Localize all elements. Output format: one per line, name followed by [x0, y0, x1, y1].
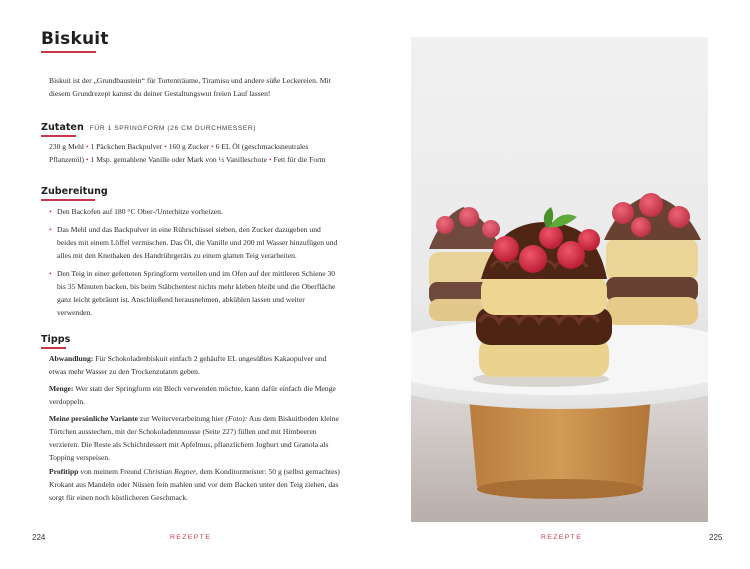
ingredient-item: 160 g Zucker [168, 142, 210, 151]
ingredients-underline [41, 135, 76, 137]
list-item: • Das Mehl und das Backpulver in eine Rührschüssel sieben, den Zucker dazugeben und beides mit einem Löffel vermischen. Das Öl, die Vanille und 200 ml Wasser hinzufügen und alles mit den Knethaken des Handrührgeräts zu einem glatten Teig verarbeiten. [49, 225, 338, 260]
tip-label: Menge: [49, 384, 74, 393]
tip-text: Für Schokoladenbiskuit einfach 2 gehäufte EL ungesüßtes Kakaopulver und etwas mehr Wasser zu den Trockenzutaten geben. [49, 354, 327, 376]
tip-personal [49, 412, 341, 464]
tip-pro [49, 465, 341, 504]
recipe-intro: Biskuit ist der „Grundbaustein“ für Tortenträume, Tiramisu und andere süße Leckereien. Mit diesem Grundrezept kannst du deiner Gestaltungswut freien Lauf lassen! [49, 76, 331, 98]
page-number-right: 225 [709, 533, 723, 542]
tips-underline [41, 347, 66, 349]
tip-text-before: zur Weiterverarbeitung hier [139, 414, 224, 423]
ingredient-item: 1 Msp. gemahlene Vanille oder Mark von ½ Vanilleschote [90, 155, 267, 164]
list-item: • Den Backofen auf 180 °C Ober-/Unterhitze vorheizen. [49, 207, 223, 216]
tip-emphasis: (Foto): [225, 414, 248, 423]
dessert-illustration [411, 37, 708, 522]
tip-emphasis: Christian Regner [143, 467, 196, 476]
ingredient-item: Fett für die Form [273, 155, 326, 164]
preparation-steps [49, 205, 341, 324]
ingredients-heading-text: Zutaten [41, 122, 84, 133]
recipe-title: Biskuit [41, 29, 109, 49]
page-number-left: 224 [32, 533, 46, 542]
tip-text: Wer statt der Springform ein Blech verwenden möchte, kann dafür einfach die Menge verdoppeln. [49, 384, 336, 406]
ingredients-list: 230 g Mehl • 1 Päckchen Backpulver • 160 g Zucker • 6 EL Öl (geschmacksneutrales Pflanzenöl) • 1 Msp. gemahlene Vanille oder Mark von ½ Vanilleschote • Fett für die Form [49, 142, 326, 164]
preparation-underline [41, 199, 95, 201]
tip-text: Aus dem Biskuitboden kleine Törtchen ausstechen, mit der Schokoladenmousse (Seite 227) füllen und mit Himbeeren verzieren. Die Reste als Schichtdessert mit Apfelmus, pflanzlichem Joghurt und Granola als Topping verspeisen. [49, 414, 339, 462]
tip-amount [49, 382, 341, 408]
preparation-heading: Zubereitung [41, 186, 108, 197]
step-text: Den Backofen auf 180 °C Ober-/Unterhitze vorheizen. [57, 207, 223, 216]
tip-text-before: von meinem Freund [80, 467, 142, 476]
ingredients-subheading: FÜR 1 SPRINGFORM (26 CM DURCHMESSER) [89, 125, 257, 132]
section-label-left: REZEPTE [170, 534, 212, 541]
list-item: • Den Teig in einer gefetteten Springform verteilen und im Ofen auf der mittleren Schiene 30 bis 35 Minuten backen, bis beim Stäbchentest nichts mehr kleben bleibt und die Oberfläche ganz leicht gebräunt ist. Anschließend herausnehmen, abkühlen lassen und weiter verwenden. [49, 269, 336, 317]
tip-label: Meine persönliche Variante [49, 414, 139, 423]
tip-variation [49, 352, 341, 378]
tip-label: Profitipp [49, 467, 79, 476]
step-text: Den Teig in einer gefetteten Springform verteilen und im Ofen auf der mittleren Schiene 30 bis 35 Minuten backen, bis beim Stäbchentest nichts mehr kleben bleibt und die Oberfläche ganz leicht gebräunt ist. Anschließend herausnehmen, abkühlen lassen und weiter verwenden. [57, 269, 336, 317]
tip-label: Abwandlung: [49, 354, 94, 363]
tips-heading: Tipps [41, 334, 71, 345]
tip-text: , dem Konditormeister: 50 g (selbst gemachtes) Krokant aus Mandeln oder Nüssen fein mahlen und vor dem Backen unter den Teig ziehen, das sorgt für einen noch köstlicheren Geschmack. [49, 467, 340, 502]
ingredients-heading [41, 122, 256, 133]
ingredient-item: 230 g Mehl [49, 142, 85, 151]
title-underline [41, 51, 96, 53]
ingredient-item: 1 Päckchen Backpulver [90, 142, 163, 151]
step-text: Das Mehl und das Backpulver in eine Rührschüssel sieben, den Zucker dazugeben und beides mit einem Löffel vermischen. Das Öl, die Vanille und 200 ml Wasser hinzufügen und alles mit den Knethaken des Handrührgeräts zu einem glatten Teig verarbeiten. [57, 225, 338, 260]
dessert-photo [411, 37, 708, 522]
section-label-right: REZEPTE [541, 534, 583, 541]
ingredient-item: 6 EL Öl (geschmacksneutrales Pflanzenöl) [49, 142, 309, 164]
